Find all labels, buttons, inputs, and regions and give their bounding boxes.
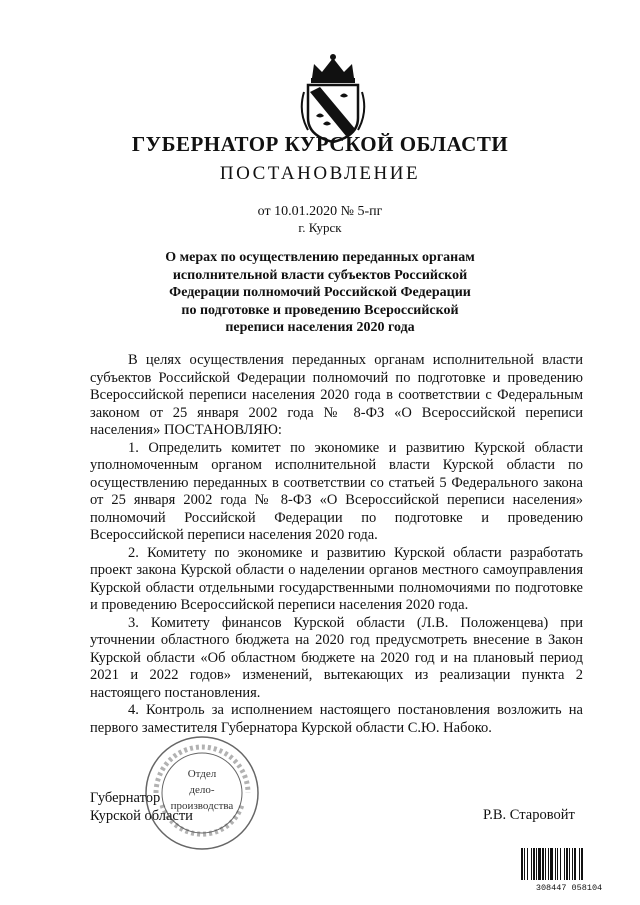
barcode-bar bbox=[550, 848, 553, 880]
barcode-bars bbox=[521, 848, 583, 880]
barcode-bar bbox=[545, 848, 546, 880]
barcode-bar bbox=[538, 848, 541, 880]
preamble-paragraph: В целях осуществления переданных органам исполнительной власти субъектов Российской Федерации полномочий по подготовке и проведению Всероссийской переписи населения 2020 года в соответствии с Федеральным законом от 25 января 2002 года № 8-ФЗ «О Всероссийской переписи населения» ПОСТАНОВЛЯЮ: bbox=[90, 352, 583, 438]
document-subject bbox=[150, 249, 490, 337]
document-type: ПОСТАНОВЛЕНИЕ bbox=[219, 163, 421, 184]
document-barcode bbox=[519, 846, 619, 892]
barcode-bar bbox=[536, 848, 537, 880]
barcode-bar bbox=[574, 848, 576, 880]
barcode-bar bbox=[548, 848, 549, 880]
stamp-line: дело- bbox=[189, 784, 215, 796]
coat-of-arms-icon bbox=[294, 52, 372, 144]
barcode-bar bbox=[531, 848, 532, 880]
stamp-line: производства bbox=[170, 800, 234, 812]
barcode-bar bbox=[579, 848, 580, 880]
signatory-position-line: Курской области bbox=[90, 807, 193, 824]
document-city: г. Курск bbox=[298, 220, 342, 235]
office-stamp bbox=[142, 733, 262, 853]
stamp-line: Отдел bbox=[187, 768, 217, 780]
barcode-bar bbox=[564, 848, 565, 880]
clause-2-paragraph: 2. Комитету по экономике и развитию Курской области разработать проект закона Курской области о наделении органов местного самоуправления Курской области отдельными государственными полномочиями по подготовке и проведению Всероссийской переписи населения 2020 года. bbox=[90, 544, 583, 613]
document-date-number: от 10.01.2020 № 5-пг bbox=[257, 204, 383, 219]
signatory-name: Р.В. Старовойт bbox=[483, 807, 575, 823]
org-title: ГУБЕРНАТОР КУРСКОЙ ОБЛАСТИ bbox=[131, 132, 509, 156]
barcode-bar bbox=[581, 848, 583, 880]
subject-line: Федерации полномочий Российской Федерации bbox=[169, 285, 471, 300]
barcode-bar bbox=[555, 848, 556, 880]
barcode-bar bbox=[521, 848, 523, 880]
subject-line: исполнительной власти субъектов Российской bbox=[172, 267, 468, 283]
barcode-bar bbox=[560, 848, 561, 880]
barcode-bar bbox=[527, 848, 528, 880]
barcode-bar bbox=[524, 848, 525, 880]
clause-4-paragraph: 4. Контроль за исполнением настоящего постановления возложить на первого заместителя Губернатора Курской области С.Ю. Набоко. bbox=[90, 702, 583, 736]
barcode-bar bbox=[572, 848, 573, 880]
subject-line: О мерах по осуществлению переданных органам bbox=[165, 250, 475, 265]
subject-line: переписи населения 2020 года bbox=[225, 320, 415, 335]
signatory-position-line: Губернатор bbox=[90, 790, 161, 806]
barcode-number: 308447 058104 bbox=[535, 883, 603, 892]
clause-3-paragraph: 3. Комитету финансов Курской области (Л.В. Положенцева) при уточнении областного бюджета на 2020 год предусмотреть внесение в Закон Курской области «Об областном бюджете на 2020 год и на плановый период 2021 и 2022 годов» изменений, вытекающих из реализации пункта 2 настоящего постановления. bbox=[90, 614, 583, 701]
barcode-bar bbox=[542, 848, 544, 880]
barcode-bar bbox=[533, 848, 535, 880]
subject-line: по подготовке и проведению Всероссийской bbox=[181, 302, 459, 318]
barcode-bar bbox=[566, 848, 568, 880]
barcode-bar bbox=[569, 848, 570, 880]
barcode-bar bbox=[557, 848, 558, 880]
clause-1-paragraph: 1. Определить комитет по экономике и развитию Курской области уполномоченным органом исполнительной власти Курской области по осуществлению переданных в соответствии со статьей 5 Федерального закона от 25 января 2002 года № 8-ФЗ «О Всероссийской переписи населения» полномочий Российской Федерации по подготовке и проведению Всероссийской переписи населения 2020 года. bbox=[90, 439, 583, 543]
document-body bbox=[90, 352, 583, 737]
